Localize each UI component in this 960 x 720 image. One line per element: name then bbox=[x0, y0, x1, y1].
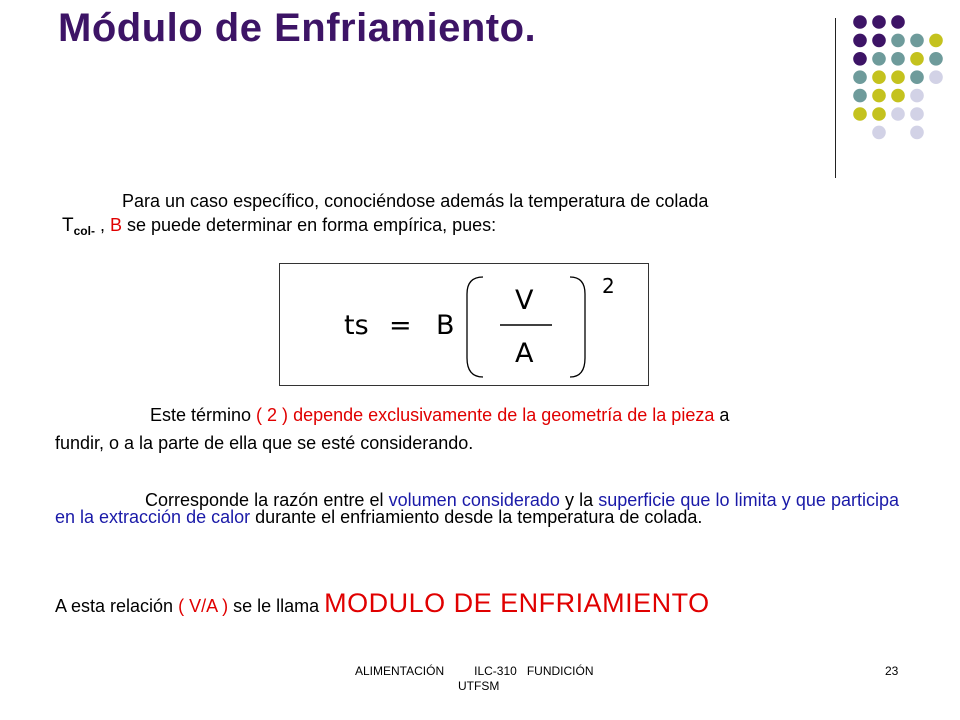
formula-numerator: V bbox=[515, 285, 534, 316]
decorative-dot bbox=[872, 34, 886, 48]
term-prefix: Este término bbox=[150, 405, 257, 425]
slide-title: Módulo de Enfriamiento. bbox=[58, 6, 537, 50]
decorative-dot bbox=[929, 52, 943, 66]
decorative-dot-grid bbox=[0, 0, 960, 200]
conclusion-mid: se le llama bbox=[228, 596, 325, 616]
formula-denominator: A bbox=[515, 338, 534, 369]
decorative-dot bbox=[891, 15, 905, 29]
term-suffix: a bbox=[714, 405, 730, 425]
decorative-dot bbox=[872, 70, 886, 84]
term-line-1 bbox=[150, 405, 729, 426]
formula-graphic bbox=[280, 264, 648, 385]
decorative-dot bbox=[929, 34, 943, 48]
decorative-dot bbox=[853, 89, 867, 103]
decorative-dot bbox=[910, 34, 924, 48]
ratio-text-1: Corresponde la razón entre el bbox=[145, 490, 389, 510]
conclusion-term: MODULO DE ENFRIAMIENTO bbox=[324, 588, 710, 618]
decorative-dot bbox=[872, 126, 886, 140]
conclusion-ratio: ( V/A ) bbox=[178, 596, 229, 616]
intro-rest: se puede determinar en forma empírica, pues: bbox=[121, 215, 497, 235]
t-symbol: T bbox=[62, 215, 74, 236]
decorative-dot bbox=[910, 126, 924, 140]
intro-line-1: Para un caso específico, conociéndose además la temperatura de colada bbox=[122, 191, 709, 211]
formula-equals: = bbox=[389, 310, 412, 341]
formula-coefficient: B bbox=[436, 310, 455, 341]
b-symbol: B bbox=[109, 215, 122, 235]
ratio-paragraph bbox=[55, 492, 899, 526]
decorative-dot bbox=[910, 70, 924, 84]
decorative-dot bbox=[929, 70, 943, 84]
formula-box bbox=[279, 263, 649, 386]
intro-line-2 bbox=[62, 215, 496, 238]
separator: , bbox=[94, 215, 110, 235]
decorative-dot bbox=[853, 107, 867, 121]
ratio-surface: superficie que lo limita y que participa en la extracción de calor bbox=[55, 490, 900, 527]
decorative-dot bbox=[872, 107, 886, 121]
decorative-dot bbox=[891, 34, 905, 48]
formula-lhs: ts bbox=[344, 310, 369, 341]
footer-line-1: ALIMENTACIÓN ILC-310 FUNDICIÓN bbox=[355, 664, 594, 678]
ratio-volume: volumen considerado bbox=[388, 490, 560, 510]
decorative-dot bbox=[891, 52, 905, 66]
formula-exponent: 2 bbox=[602, 274, 615, 298]
decorative-dot bbox=[872, 15, 886, 29]
decorative-dot bbox=[872, 89, 886, 103]
decorative-dot bbox=[853, 52, 867, 66]
decorative-dot bbox=[891, 89, 905, 103]
decorative-dot bbox=[910, 52, 924, 66]
term-number: ( 2 ) bbox=[256, 405, 289, 425]
decorative-dot bbox=[853, 70, 867, 84]
term-highlight: depende exclusivamente de la geometría de la pieza bbox=[288, 405, 715, 425]
decorative-dot bbox=[891, 70, 905, 84]
conclusion-prefix: A esta relación bbox=[55, 596, 179, 616]
conclusion-line bbox=[55, 588, 710, 619]
ratio-text-2: y la bbox=[559, 490, 599, 510]
t-subscript: col- bbox=[73, 224, 95, 238]
decorative-dot bbox=[910, 107, 924, 121]
term-line-2: fundir, o a la parte de ella que se esté considerando. bbox=[55, 433, 474, 453]
decorative-dot bbox=[853, 15, 867, 29]
page-number: 23 bbox=[885, 664, 899, 678]
decorative-dot bbox=[891, 107, 905, 121]
decorative-dot bbox=[853, 34, 867, 48]
decorative-dot bbox=[910, 89, 924, 103]
left-parenthesis bbox=[467, 277, 483, 377]
right-parenthesis bbox=[570, 277, 585, 377]
footer bbox=[355, 664, 594, 693]
decorative-dot bbox=[872, 52, 886, 66]
footer-line-2: UTFSM bbox=[458, 679, 500, 693]
ratio-text-3: durante el enfriamiento desde la temperatura de colada. bbox=[250, 507, 703, 527]
divider-line bbox=[835, 18, 836, 178]
